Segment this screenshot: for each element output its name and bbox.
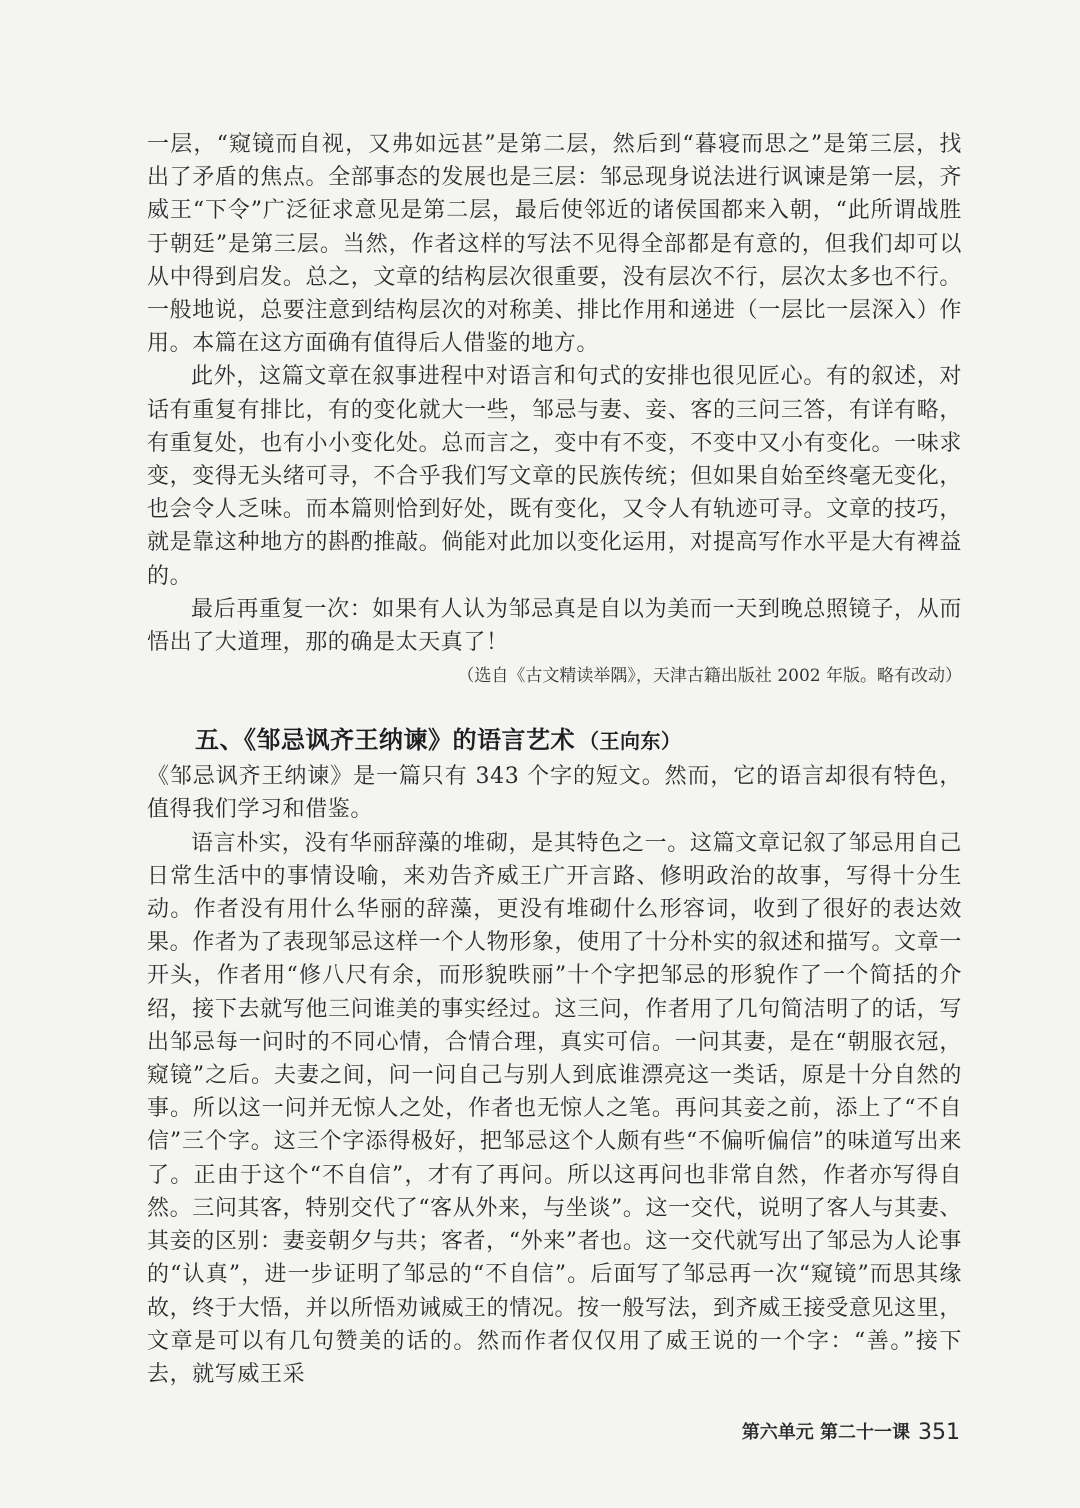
paragraph: 语言朴实，没有华丽辞藻的堆砌，是其特色之一。这篇文章记叙了邹忌用自己日常生活中的事情设喻，来劝告齐威王广开言路、修明政治的故事，写得十分生动。作者没有用什么华丽的辞藻，更没有堆砌什么形容词，收到了很好的表达效果。作者为了表现邹忌这样一个人物形象，使用了十分朴实的叙述和描写。文章一开头，作者用“修八尺有余，而形貌昳丽”十个字把邹忌的形貌作了一个简括的介绍，接下去就写他三问谁美的事实经过。这三问，作者用了几句简洁明了的话，写出邹忌每一问时的不同心情，合情合理，真实可信。一问其妻，是在“朝服衣冠，窥镜”之后。夫妻之间，问一问自己与别人到底谁漂亮这一类话，原是十分自然的事。所以这一问并无惊人之处，作者也无惊人之笔。再问其妾之前，添上了“不自信”三个字。这三个字添得极好，把邹忌这个人颇有些“不偏听偏信”的味道写出来了。正由于这个“不自信”，才有了再问。所以这再问也非常自然，作者亦写得自然。三问其客，特别交代了“客从外来，与坐谈”。这一交代，说明了客人与其妻、其妾的区别：妻妾朝夕与共；客者，“外来”者也。这一交代就写出了邹忌为人论事的“认真”，进一步证明了邹忌的“不自信”。后面写了邹忌再一次“窥镜”而思其缘故，终于大悟，并以所悟劝诫威王的情况。按一般写法，到齐威王接受意见这里，文章是可以有几句赞美的话的。然而作者仅仅用了威王说的一个字：“善。”接下去，就写威王采: [147, 830, 962, 1387]
paragraph: 《邹忌讽齐王纳谏》是一篇只有 343 个字的短文。然而，它的语言却很有特色，值得我们学习和借鉴。: [147, 764, 962, 823]
source-citation: （选自《古文精读举隅》，天津古籍出版社 2002 年版。略有改动）: [457, 666, 962, 687]
section-author: （王向东）: [579, 729, 682, 754]
footer-label: 第六单元 第二十一课: [741, 1422, 910, 1443]
page-body: [147, 128, 962, 1391]
paragraph: 一层，“窥镜而自视，又弗如远甚”是第二层，然后到“暮寝而思之”是第三层，找出了矛盾的焦点。全部事态的发展也是三层：邹忌现身说法进行讽谏是第一层，齐威王“下令”广泛征求意见是第二层，最后使邻近的诸侯国都来入朝，“此所谓战胜于朝廷”是第三层。当然，作者这样的写法不见得全部都是有意的，但我们却可以从中得到启发。总之，文章的结构层次很重要，没有层次不行，层次太多也不行。一般地说，总要注意到结构层次的对称美、排比作用和递进（一层比一层深入）作用。本篇在这方面确有值得后人借鉴的地方。: [147, 132, 962, 357]
page-footer: [742, 1418, 960, 1445]
paragraph: 此外，这篇文章在叙事进程中对语言和句式的安排也很见匠心。有的叙述，对话有重复有排比，有的变化就大一些，邹忌与妻、妾、客的三问三答，有详有略，有重复处，也有小小变化处。总而言之，变中有不变，不变中又小有变化。一味求变，变得无头绪可寻，不合乎我们写文章的民族传统；但如果自始至终毫无变化，也会令人乏味。而本篇则恰到好处，既有变化，又令人有轨迹可寻。文章的技巧，就是靠这种地方的斟酌推敲。倘能对此加以变化运用，对提高写作水平是大有裨益的。: [147, 364, 962, 589]
section-heading: [195, 723, 962, 758]
section-body: [147, 760, 962, 1391]
page-number: 351: [918, 1420, 960, 1445]
section-title-text: 五、《邹忌讽齐王纳谏》的语言艺术: [195, 726, 575, 755]
paragraph: 最后再重复一次：如果有人认为邹忌真是自以为美而一天到晚总照镜子，从而悟出了大道理，那的确是太天真了！: [147, 596, 962, 656]
